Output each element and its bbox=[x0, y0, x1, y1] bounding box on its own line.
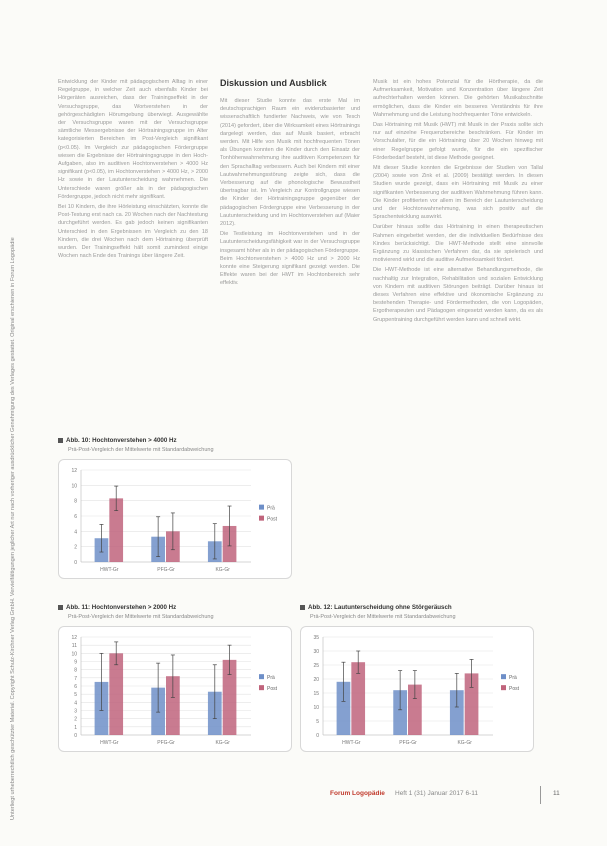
paragraph: Entwicklung der Kinder mit pädagogischem Alltag in einer Regelgruppe, in welcher Zeit auch ebenfalls Kinder bei Hörgeräten ausreichen, dass der Trainingseffekt in der Versuchsgruppe, das Wortverstehen in der gehörgeschädigten Hörumgebung überwiegt. Ausgewählte der Versuchsgruppe waren mit der Versuchsgruppe sämtliche Messergebnisse der Hörtrainingsgruppe im Alter kategorisierten Bereichen im Post-Vergleich signifikant (p<0.05). Im Vergleich zur pädagogischen Fördergruppe wiesen die Ergebnisse der Hörtrainingsgruppe in den Hoch-Aufgaben, also im auditiven Hochtonverstehen > 4000 Hz signifikant (p<0.05), im Hochtonverstehen > 4000 Hz, > 2000 Hz sowie in der Lautunterscheidung wahrnehmen. Die Unterschiede waren größer als in der pädagogischen Fördergruppe, jedoch nicht mehr signifikant. bbox=[58, 79, 208, 200]
y-tick-label: 35 bbox=[313, 635, 319, 641]
y-tick-label: 4 bbox=[74, 700, 77, 707]
page-number: 11 bbox=[553, 790, 560, 797]
x-tick-label: KG-Gr bbox=[457, 740, 472, 746]
legend-swatch bbox=[501, 685, 506, 690]
y-tick-label: 2 bbox=[74, 544, 77, 551]
bar-chart bbox=[59, 460, 291, 578]
y-tick-label: 15 bbox=[313, 691, 319, 697]
x-tick-label: PFG-Gr bbox=[157, 740, 175, 746]
figure-marker-icon bbox=[300, 605, 305, 610]
figure-title-text: Abb. 10: Hochtonverstehen > 4000 Hz bbox=[66, 437, 177, 444]
paragraph: Die HWT-Methode ist eine alternative Behandlungsmethode, die nachhaltig zur Integration, Rehabilitation und sozialen Entwicklung von Kindern mit auditiven Störungen beiträgt. Darüber hinaus ist dieses Verfahren eine effektive und ökonomische Ergänzung zu bestehenden Therapie- und Fördermethoden, die von Logopäden, Ergotherapeuten und Pädagogen eingesetzt werden kann, da es als Gruppentraining durchgeführt werden kann und schnell wirkt. bbox=[373, 267, 543, 323]
figure-title-text: Abb. 11: Hochtonverstehen > 2000 Hz bbox=[66, 604, 177, 611]
y-tick-label: 8 bbox=[74, 667, 77, 674]
y-tick-label: 1 bbox=[74, 724, 77, 731]
legend-swatch bbox=[259, 516, 264, 521]
paragraph: Musik ist ein hohes Potenzial für die Hörtherapie, da die Aufmerksamkeit, Motivation und Konzentration über längere Zeit aufrechterhalten werden können. Die gehörten Musikabschnitte ermöglichen, dass die Kinder ein besseres Verständnis für ihre Wahrnehmung und die Leistung hochfrequenter Töne entwickeln. bbox=[373, 79, 543, 118]
paragraph: Mit dieser Studie konnten die Ergebnisse der Studien von Tallal (2004) sowie von Zink et al. (2009) bestätigt werden. In diesen Studien wurde gezeigt, dass ein Hörtraining mit Musik zu einer signifikanten Verbesserung der auditiven Wahrnehmung führen kann. Die Kinder profitierten vor allem im Bereich der Lautunterscheidung und der Hochtonwahrnehmung, was sich positiv auf die Sprachentwicklung auswirkt. bbox=[373, 165, 543, 221]
bar-chart bbox=[301, 627, 533, 751]
paragraph: Darüber hinaus sollte das Hörtraining in einen therapeutischen Rahmen eingebettet werden, der die individuellen Bedürfnisse des Kindes berücksichtigt. Die HWT-Methode stellt eine sinnvolle Ergänzung zu klassischen Verfahren dar, da sie spielerisch und motivierend wirkt und die auditive Aufmerksamkeit fördert. bbox=[373, 224, 543, 264]
paragraph: Die Testleistung im Hochtonverstehen und in der Lautunterscheidungsfähigkeit war in der Versuchsgruppe insgesamt höher als in der pädagogischen Fördergruppe. Beim Hochtonverstehen > 4000 Hz und > 2000 Hz konnte eine Steigerung signifikant gezeigt werden. Die Effekte waren bei der HWT im Hochtonbereich sehr effektiv. bbox=[220, 231, 360, 287]
footer-divider bbox=[540, 786, 541, 804]
y-tick-label: 0 bbox=[74, 733, 77, 739]
text-column-middle bbox=[220, 78, 360, 290]
paragraph: Das Hörtraining mit Musik (HWT) mit Musik in der Praxis sollte sich nur auf einzelne Frequenzbereiche beschränken. Für Kinder im Vorschulalter, für die ein Hörtraining über 20 Wochen hinweg mit einer Regelgruppe gefolgt wurde, für die ein spezifischer Förderbedarf besteht, ist diese Methode geeignet. bbox=[373, 122, 543, 161]
legend-swatch bbox=[259, 685, 264, 690]
figure-10-chart bbox=[58, 459, 292, 579]
x-tick-label: PFG-Gr bbox=[399, 740, 417, 746]
figure-title-text: Abb. 12: Lautunterscheidung ohne Störgeräusch bbox=[308, 604, 452, 611]
bar bbox=[109, 653, 123, 735]
x-tick-label: HWT-Gr bbox=[342, 740, 361, 746]
y-tick-label: 9 bbox=[74, 659, 77, 666]
y-tick-label: 11 bbox=[71, 643, 77, 650]
y-tick-label: 3 bbox=[74, 708, 77, 715]
y-tick-label: 12 bbox=[71, 635, 77, 641]
y-tick-label: 7 bbox=[74, 675, 77, 682]
y-tick-label: 10 bbox=[71, 651, 77, 658]
figure-12-title bbox=[300, 604, 452, 612]
y-tick-label: 0 bbox=[74, 560, 77, 566]
text-column-left bbox=[58, 78, 208, 262]
figure-10-title bbox=[58, 437, 177, 445]
y-tick-label: 6 bbox=[74, 514, 77, 520]
x-tick-label: KG-Gr bbox=[215, 740, 230, 746]
issue-info: Heft 1 (31) Januar 2017 6-11 bbox=[395, 790, 478, 797]
legend-label: Post bbox=[267, 516, 278, 523]
y-tick-label: 0 bbox=[316, 733, 319, 739]
y-tick-label: 2 bbox=[74, 716, 77, 723]
y-tick-label: 4 bbox=[74, 529, 77, 536]
legend-label: Prä bbox=[509, 675, 517, 682]
figure-12-subtitle: Prä-Post-Vergleich der Mittelwerte mit Standardabweichung bbox=[310, 614, 456, 620]
x-tick-label: HWT-Gr bbox=[100, 740, 119, 746]
legend-label: Post bbox=[267, 686, 278, 693]
figure-11-subtitle: Prä-Post-Vergleich der Mittelwerte mit Standardabweichung bbox=[68, 614, 214, 620]
x-tick-label: HWT-Gr bbox=[100, 567, 119, 573]
y-tick-label: 12 bbox=[71, 468, 77, 474]
figure-11-title bbox=[58, 604, 176, 612]
journal-name: Forum Logopädie bbox=[330, 790, 385, 797]
figure-10-subtitle: Prä-Post-Vergleich der Mittelwerte mit Standardabweichung bbox=[68, 447, 214, 453]
y-tick-label: 5 bbox=[74, 692, 77, 699]
paragraph: Mit dieser Studie konnte das erste Mal im deutschsprachigen Raum ein evidenzbasierter und wissenschaftlich fundierter Nachweis, wie von Tesch (2014) gefordert, über die Wirksamkeit eines Hörtrainings dargelegt werden, das auf Musik basiert, erbracht werden. Mit Hilfe von Musik mit hochfrequenten Tönen als Übungen konnten die Kinder durch den Einsatz der Tonhöhenwahrnehmung ihre auditiven Kompetenzen für den Sprachalltag verbessern. Auch bei Kindern mit einer Lautwahrnehmungsstörung zeigte sich, dass die Verbesserung auf die phonologische Bewusstheit übertragbar ist. Im Vergleich zur Kontrollgruppe wiesen die Kinder der Hörtrainingsgruppe gegenüber der pädagogischen Fördergruppe eine Verbesserung in der Lautunterscheidung und im Hochtonverstehen auf (Maier 2012). bbox=[220, 98, 360, 228]
y-tick-label: 10 bbox=[71, 483, 77, 490]
bar-chart bbox=[59, 627, 291, 751]
section-heading: Diskussion und Ausblick bbox=[220, 78, 327, 88]
x-tick-label: KG-Gr bbox=[215, 567, 230, 573]
y-tick-label: 25 bbox=[313, 663, 319, 669]
y-tick-label: 8 bbox=[74, 498, 77, 505]
x-tick-label: PFG-Gr bbox=[157, 567, 175, 573]
y-tick-label: 5 bbox=[316, 719, 319, 725]
text-column-right bbox=[373, 78, 543, 326]
y-tick-label: 30 bbox=[313, 649, 319, 655]
copyright-side-note: Unterliegt urheberrechtlich geschützter Material. Copyright Schulz-Kirchner Verlag GmbH. Vervielfältigungen jeglicher Art nur nach vorheriger ausdrücklicher Genehmigung des Verlages gestattet. Original erschienen in Forum Logopädie bbox=[10, 237, 16, 820]
figure-marker-icon bbox=[58, 605, 63, 610]
y-tick-label: 6 bbox=[74, 684, 77, 690]
y-tick-label: 10 bbox=[313, 705, 319, 711]
legend-swatch bbox=[259, 505, 264, 510]
page-footer bbox=[0, 786, 607, 806]
paragraph: Bei 10 Kindern, die ihre Hörleistung einschätzten, konnte die Post-Testung erst nach ca. 20 Wochen nach der Nachtestung durchgeführt werden. Es gab jedoch keinen signifikanten Unterschied in den Ergebnissen im Vergleich zu den 18 Kindern, die drei Wochen nach dem Hörtraining überprüft wurden. Der Trainingseffekt hält somit zumindest einige Wochen nach Ende des Trainings über längere Zeit. bbox=[58, 204, 208, 260]
legend-swatch bbox=[501, 674, 506, 679]
figure-12-chart bbox=[300, 626, 534, 752]
figure-11-chart bbox=[58, 626, 292, 752]
legend-label: Prä bbox=[267, 505, 275, 512]
figure-marker-icon bbox=[58, 438, 63, 443]
legend-swatch bbox=[259, 674, 264, 679]
legend-label: Prä bbox=[267, 675, 275, 682]
y-tick-label: 20 bbox=[313, 677, 319, 683]
legend-label: Post bbox=[509, 686, 520, 693]
